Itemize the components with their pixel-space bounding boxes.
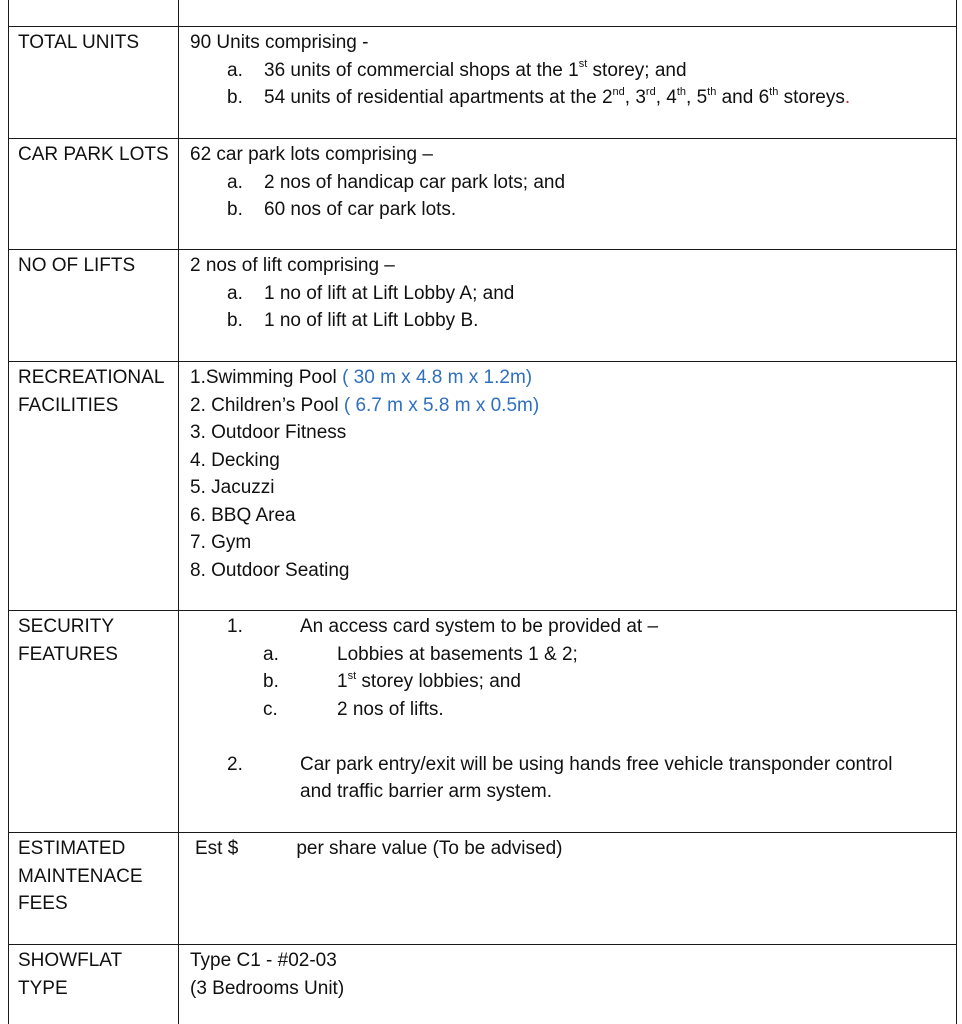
list-item: 8. Outdoor Seating: [190, 559, 350, 581]
grid-line-right: [956, 0, 957, 1024]
showflat-type-line: Type C1 - #02-03: [190, 950, 337, 971]
car-park-intro: 62 car park lots comprising –: [190, 144, 433, 165]
list-item: 1. An access card system to be provided at –: [227, 616, 659, 637]
list-item: 4. Decking: [190, 449, 280, 471]
row-label-total-units: TOTAL UNITS: [18, 32, 140, 53]
list-item: b. 60 nos of car park lots.: [227, 199, 457, 220]
list-item: c. 2 nos of lifts.: [263, 698, 444, 720]
row-label-recreational-facilities: RECREATIONAL FACILITIES: [18, 367, 164, 416]
row-label-security-features: SECURITY FEATURES: [18, 616, 118, 665]
total-units-intro: 90 Units comprising -: [190, 32, 369, 53]
grid-line-row-5: [8, 610, 957, 611]
showflat-description: [190, 947, 344, 1002]
grid-line-row-1: [8, 26, 957, 27]
lifts-description: [190, 252, 514, 335]
grid-line-row-3: [8, 249, 957, 250]
security-description: [190, 613, 892, 806]
list-item: 6. BBQ Area: [190, 504, 296, 526]
lifts-intro: 2 nos of lift comprising –: [190, 255, 395, 276]
list-item: 2. Car park entry/exit will be using hands free vehicle transponder control: [227, 753, 893, 775]
list-item: 3. Outdoor Fitness: [190, 422, 347, 443]
total-units-description: [190, 29, 850, 112]
list-item: b. 1st storey lobbies; and: [263, 669, 521, 692]
maintenance-fees-value: [195, 835, 562, 863]
row-label-estimated-maintenance-fees: ESTIMATED MAINTENACE FEES: [18, 838, 143, 914]
grid-line-row-7: [8, 944, 957, 945]
grid-line-middle: [178, 0, 179, 1024]
row-label-car-park-lots: CAR PARK LOTS: [18, 144, 169, 165]
list-item: 7. Gym: [190, 532, 252, 553]
grid-line-left: [8, 0, 9, 1024]
list-item: 2. Children’s Pool ( 6.7 m x 5.8 m x 0.5m): [190, 394, 540, 416]
list-item-continuation: and traffic barrier arm system.: [300, 781, 553, 802]
list-item: a. 1 no of lift at Lift Lobby A; and: [227, 282, 515, 304]
list-item: a. Lobbies at basements 1 & 2;: [263, 643, 578, 665]
list-item: 5. Jacuzzi: [190, 477, 275, 498]
list-item: b. 54 units of residential apartments at the 2nd, 3rd, 4th, 5th and 6th storeys.: [227, 85, 851, 108]
list-item: 1.Swimming Pool ( 30 m x 4.8 m x 1.2m): [190, 367, 533, 388]
grid-line-row-4: [8, 361, 957, 362]
list-item: a. 36 units of commercial shops at the 1st storey; and: [227, 58, 687, 81]
list-item: b. 1 no of lift at Lift Lobby B.: [227, 310, 479, 331]
car-park-description: [190, 141, 565, 224]
grid-line-row-6: [8, 832, 957, 833]
showflat-bedrooms-line: (3 Bedrooms Unit): [190, 977, 345, 999]
row-label-no-of-lifts: NO OF LIFTS: [18, 255, 136, 276]
list-item: a. 2 nos of handicap car park lots; and: [227, 171, 566, 193]
est-note: per share value (To be advised): [296, 838, 563, 859]
est-currency: Est $: [195, 838, 239, 859]
facilities-list: [190, 364, 539, 584]
grid-line-row-2: [8, 138, 957, 139]
row-label-showflat-type: SHOWFLAT TYPE: [18, 950, 122, 999]
